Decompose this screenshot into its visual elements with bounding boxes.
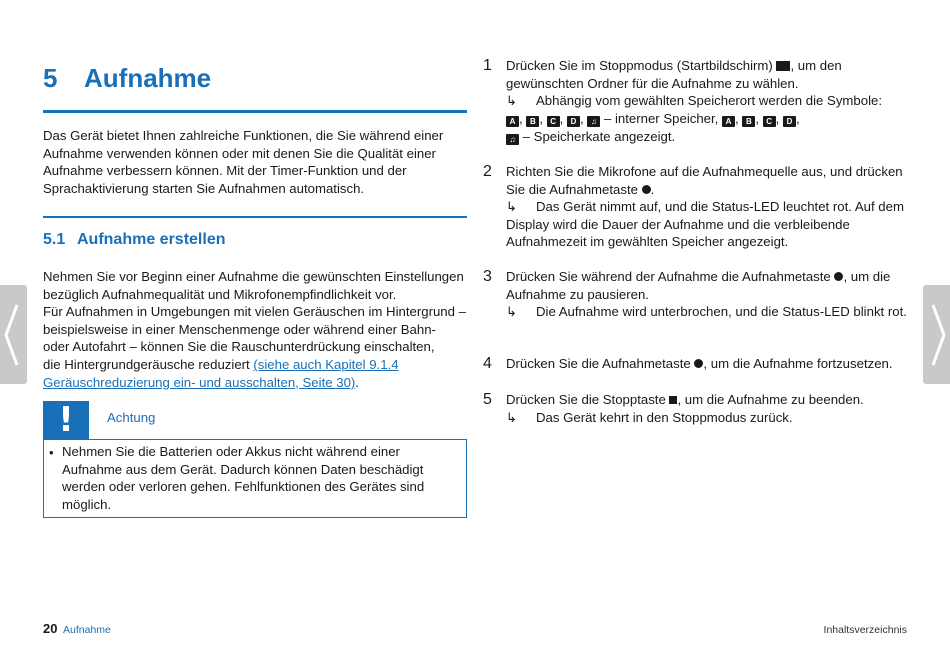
warning-box (43, 439, 467, 518)
section-title-text: Aufnahme erstellen (77, 231, 226, 248)
step-result: Abhängig vom gewählten Speicherort werden die Symbole: (536, 93, 883, 109)
result-arrow-icon: ↳ (506, 199, 518, 215)
chevron-right-icon (923, 285, 950, 384)
body-line: oder Autofahrt – können Sie die Rauschunterdrückung einschalten, (43, 339, 435, 355)
warning-label: Achtung (107, 410, 156, 425)
body-line: Nehmen Sie vor Beginn einer Aufnahme die gewünschten Einstellungen (43, 269, 464, 284)
body-line-with-link (43, 356, 467, 374)
footer-section-link[interactable]: Aufnahme (63, 624, 111, 636)
record-button-icon (642, 185, 651, 194)
step-result: Die Aufnahme wird unterbrochen, und die Status-LED blinkt rot. (536, 304, 907, 320)
section-title (43, 230, 225, 250)
chapter-number: 5 (43, 63, 58, 93)
section-divider (43, 216, 467, 218)
warning-header (43, 401, 467, 439)
card-a-icon: A (722, 116, 735, 127)
intro-paragraph: Das Gerät bietet Ihnen zahlreiche Funktionen, die Sie während einer Aufnahme verwenden können oder mit denen Sie die Qualität einer Aufnahme verbessern können. Mit der Timer-Funktion und der Sprachaktivierung starten Sie Aufnahmen automatisch. (43, 128, 444, 196)
chapter-title (43, 62, 211, 94)
page-number: 20 (43, 621, 58, 636)
body-line: bezüglich Aufnahmequalität und Mikrofonempfindlichkeit vor. (43, 286, 397, 302)
body-line-end: . (355, 374, 359, 390)
bullet: • (49, 445, 54, 460)
body-line: Für Aufnahmen in Umgebungen mit vielen Geräuschen im Hintergrund – (43, 304, 466, 320)
memory-c-icon: C (547, 116, 560, 127)
step-result: Das Gerät nimmt auf, und die Status-LED leuchtet rot. Auf dem Display wird die Dauer der Aufnahme und die verbleibende Aufnahmezeit im gewählten Speicher angezeigt. (506, 199, 904, 250)
folder-icon (776, 61, 790, 71)
next-page-button[interactable] (923, 285, 950, 384)
table-of-contents-link[interactable]: Inhaltsverzeichnis (823, 624, 907, 636)
card-d-icon: D (783, 116, 796, 127)
step-text: Richten Sie die Mikrofone auf die Aufnahmequelle aus, und drücken Sie die Aufnahmetaste . ↳ Das Gerät nimmt auf, und die Status-LED leuchtet rot. Auf dem Display wird die Dauer der Aufnahme und die verbleibende Aufnahmezeit im gewählten Speicher angezeigt. (506, 164, 904, 250)
body-line: die Hintergrundgeräusche reduziert (43, 356, 254, 372)
chapter-reference-link-cont[interactable]: Geräuschreduzierung ein- und ausschalten, Seite 30) (43, 374, 356, 390)
step-number: 1 (483, 57, 492, 74)
step-text: Drücken Sie während der Aufnahme die Aufnahmetaste , um die Aufnahme zu pausieren. ↳ Die Aufnahme wird unterbrochen, und die Status-LED blinkt rot. (506, 269, 907, 320)
body-line-with-link (43, 374, 467, 392)
step-number: 5 (483, 391, 492, 408)
step-text: Drücken Sie die Stopptaste , um die Aufnahme zu beenden. ↳ Das Gerät kehrt in den Stoppmodus zurück. (506, 392, 864, 425)
card-music-folder-icon: ♫ (506, 134, 519, 145)
chapter-reference-link[interactable]: (siehe auch Kapitel 9.1.4 (253, 356, 399, 372)
step-number: 2 (483, 163, 492, 180)
result-arrow-icon: ↳ (506, 409, 518, 425)
body-line: beispielsweise in einer Menschenmenge oder während einer Bahn- (43, 321, 436, 337)
step-text: Drücken Sie die Aufnahmetaste , um die Aufnahme fortzusetzen. (506, 356, 893, 371)
step-text: Drücken Sie im Stoppmodus (Startbildschirm) , um den gewünschten Ordner für die Aufnahme zu wählen. ↳ Abhängig vom gewählten Speicherort werden die Symbole: (506, 58, 883, 109)
chevron-left-icon (0, 285, 27, 384)
chapter-title-text: Aufnahme (84, 63, 212, 93)
section-number: 5.1 (43, 231, 66, 248)
body-paragraph (43, 268, 467, 391)
memory-d-icon: D (567, 116, 580, 127)
chapter-divider (43, 110, 467, 113)
result-arrow-icon: ↳ (506, 304, 518, 320)
memory-a-icon: A (506, 116, 519, 127)
memory-b-icon: B (526, 116, 539, 127)
warning-text: Nehmen Sie die Batterien oder Akkus nicht während einer Aufnahme aus dem Gerät. Dadurch können Daten beschädigt werden oder verloren gehen. Fehlfunktionen des Gerätes sind möglich. (62, 444, 425, 512)
step-number: 3 (483, 268, 492, 285)
step-result: Das Gerät kehrt in den Stoppmodus zurück. (536, 409, 793, 425)
exclamation-icon: ! (43, 401, 89, 439)
card-b-icon: B (742, 116, 755, 127)
music-folder-icon: ♫ (587, 116, 600, 127)
result-arrow-icon: ↳ (506, 93, 518, 109)
card-c-icon: C (763, 116, 776, 127)
step-number: 4 (483, 355, 492, 372)
previous-page-button[interactable] (0, 285, 27, 384)
